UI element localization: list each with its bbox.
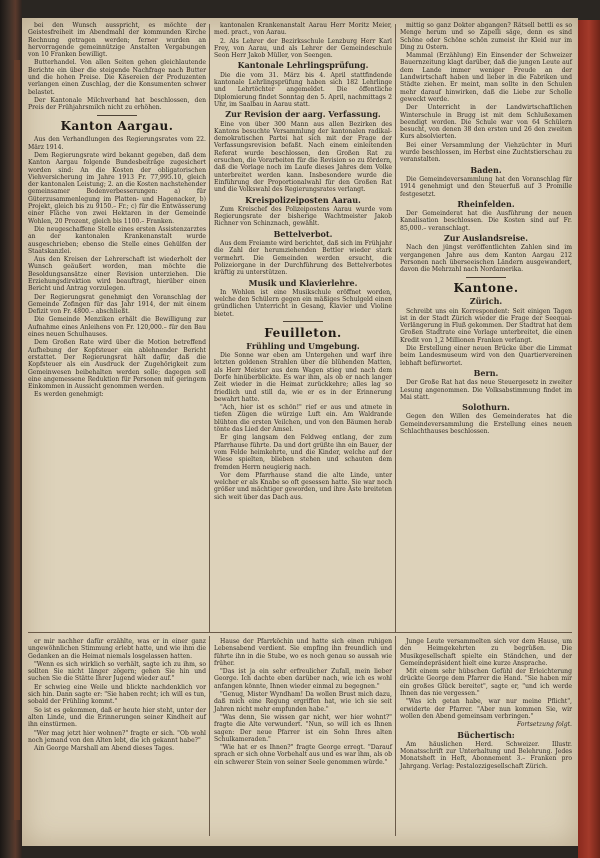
paragraph: Die Gemeindeversammlung hat den Voranschlag für 1914 genehmigt und den Steuerfuß auf 3 Promille festgesetzt. — [400, 175, 572, 198]
paragraph: Der Kantonale Milchverband hat beschlossen, den Preis der Frühjahrsmilch nicht zu erhöhen. — [28, 96, 206, 112]
section-heading: Kantone. — [453, 281, 519, 296]
paragraph: 2. Als Lehrer der Bezirksschule Lenzburg Herr Karl Frey, von Aarau, und als Lehrer der Gemeindeschule Seon Herr Jakob Müller, von Seengen. — [214, 37, 392, 60]
paragraph: Die Gemeinde Menziken erhält die Bewilligung zur Aufnahme eines Anleihens von Fr. 120,000.– für den Bau eines neuen Schulhauses. — [28, 316, 206, 339]
paragraph: mittig so ganz Dokter abgangen? Rätsell bettli es so Menge herum und so Zapelli säge, denn es sind Schöne oder Schöne schön zumeist ihr Kleid nur im Ding zu Ostern. — [400, 22, 572, 51]
feuilleton-heading: Feuilleton. — [264, 325, 342, 340]
paragraph: "Wer mag jetzt hier wohnen?" fragte er sich. "Ob wohl noch jemand von den Alten lebt, die ich gekannt habe?" — [28, 729, 206, 744]
column-right — [400, 22, 572, 436]
subheading: Zürich. — [469, 296, 503, 307]
story-title: Frühling und Umgebung. — [246, 340, 360, 351]
paragraph: "Wenn es sich wirklich so verhält, sagte ich zu ihm, so sollten Sie nicht länger zögern; gehen Sie hin und suchen Sie die Stätte Ihrer Jugend wieder auf." — [28, 660, 206, 683]
paragraph: Der Große Rat hat das neue Steuergesetz in zweiter Lesung angenommen. Die Volksabstimmung findet im Mai statt. — [400, 379, 572, 401]
paragraph: Am häuslichen Herd. Schweizer. Illustr. Monatsschrift zur Unterhaltung und Belehrung. Jedes Monatsheft in Heft, Abonnement 3.– Franken pro Jahrgang. Verlag: Pestalozzigesellschaft Zürich. — [400, 740, 572, 770]
feuilleton-continuation-middle — [214, 638, 392, 767]
paragraph: Die die vom 31. März bis 4. April stattfindende kantonale Lehrlingsprüfung haben sich 182 Lehrlinge und Lehrtöchter angemeldet. Die öffentliche Diplomierung findet Sonntag den 5. April, nachmittags 2 Uhr, im Saalbau in Aarau statt. — [214, 71, 392, 108]
paragraph: "Was ich getan habe, war nur meine Pflicht", erwiderte der Pfarrer. "Aber nun kommen Sie, wir wollen den Abend gemeinsam verbringen." — [400, 698, 572, 720]
subheading: Bern. — [473, 367, 499, 378]
subheading: Zur Auslandsreise. — [443, 233, 529, 244]
divider — [97, 115, 137, 116]
paragraph: So ist es gekommen, daß er heute hier steht, unter der alten Linde, und die Erinnerungen seiner Kindheit auf ihn einstürmen. — [28, 706, 206, 729]
paragraph: Mit einem sehr hübschen Gefühl der Erleichterung drückte George dem Pfarrer die Hand. "Sie haben mir ein großes Glück bereitet", sagte er, "und ich werde Ihnen das nie vergessen." — [400, 668, 572, 698]
paragraph: Die Sonne war eben am Untergehen und warf ihre letzten goldenen Strahlen über die blühenden Matten, als Herr Meister aus dem Wagen stieg und nach dem Dorfe hinüberblickte. Es war ihm, als ob er nach langer Zeit wieder in die Heimat zurückkehre; alles lag so friedlich und still da, wie er es in der Erinnerung bewahrt hatte. — [214, 352, 392, 403]
paragraph: Nach den jüngst veröffentlichten Zahlen sind im vergangenen Jahre aus dem Kanton Aargau 212 Personen nach überseeischen Ländern ausgewandert, davon die Mehrzahl nach Nordamerika. — [400, 244, 572, 274]
paragraph: Mammal (Erzählung) Ein Einsender der Schweizer Bauernzeitung klagt darüber, daß die jungen Leute auf dem Lande immer weniger Freude an der Landwirtschaft haben und lieber in die Fabriken und Städte ziehen. Er meint, man sollte in den Schulen mehr darauf hinwirken, daß die Liebe zur Scholle geweckt werde. — [400, 52, 572, 103]
paragraph: Die neugeschaffene Stelle eines ersten Assistenzarztes an der kantonalen Krankenanstalt wurde ausgeschrieben; ebenso die Stelle eines Gehülfen der Staatskanzlei. — [28, 225, 206, 255]
newspaper-page — [22, 18, 578, 846]
paragraph: Dem Großen Rate wird über die Motion betreffend Aufhebung der Kopfsteuer ein ablehnender Bericht erstattet. Der Regierungsrat hält dafür, daß die Kopfsteuer als ein Ausdruck der Zugehörigkeit zum Gemeinwesen beibehalten werden solle; dagegen soll eine angemessene Reduktion für Personen mit geringem Einkommen in Aussicht genommen werden. — [28, 339, 206, 391]
book-binding — [0, 0, 22, 858]
paragraph: "Genug, Mister Wyndham! Da wollen Brust mich dazu, daß mich eine Regung ergriffen hat, wie ich sie seit Jahren nicht mehr empfunden habe." — [214, 691, 392, 713]
paragraph: Er schwieg eine Weile und blickte nachdenklich vor sich hin. Dann sagte er: "Sie haben recht; ich will es tun, sobald der Frühling kommt." — [28, 683, 206, 706]
subheading: Kantonale Lehrlingsprüfung. — [237, 60, 369, 71]
paragraph: Butterhandel. Von allen Seiten gehen gleichlautende Berichte ein über die steigende Nachfrage nach Butter und die hohen Preise. Die Käsereien der Produzenten verlangen einen Zuschlag, der die Konsumenten schwer belastet. — [28, 59, 206, 96]
paragraph: Junge Leute versammelten sich vor dem Hause, um den Heimgekehrten zu begrüßen. Die Musikgesellschaft spielte ein Ständchen, und der Gemeindepräsident hielt eine kurze Ansprache. — [400, 638, 572, 667]
subheading: Bettelverbot. — [273, 228, 333, 239]
column-rule — [395, 24, 396, 632]
section-heading: Kanton Aargau. — [60, 119, 174, 134]
paragraph: bei den Wunsch ausspricht, es möchte der Geistesfreiheit im Abendmahl der kommunden Kirche Rechnung getragen werden; ferner wurden an hervorragende gemeinnützige Anstalten Vergabungen von 10 Franken bewilligt. — [28, 22, 206, 59]
paragraph: Hause der Pfarrköchin und hatte sich einen ruhigen Lebensabend verdient. Sie empfing ihn freundlich und führte ihn in die Stube, wo es noch genau so aussah wie früher. — [214, 638, 392, 667]
paragraph: Aus dem Freiamte wird berichtet, daß sich im Frühjahr die Zahl der herumziehenden Bettler wieder stark vermehrt. Die Gemeinden werden ersucht, die Polizeiorgane in der Durchführung des Bettelverbotes kräftig zu unterstützen. — [214, 240, 392, 277]
paragraph: Der Regierungsrat genehmigt den Voranschlag der Gemeinde Zofingen für das Jahr 1914, der mit einem Defizit von Fr. 4800.– abschließt. — [28, 293, 206, 316]
paragraph: Vor dem Pfarrhause stand die alte Linde, unter welcher er als Knabe so oft gesessen hatte. Sie war noch größer und mächtiger geworden, und ihre Äste breiteten sich weit über das Dach aus. — [214, 471, 392, 501]
paragraph: kantonalen Krankenanstalt Aarau Herr Moritz Meier, med. pract., von Aarau. — [214, 22, 392, 37]
column-rule — [395, 636, 396, 836]
paragraph: "Wie hat er es Ihnen?" fragte George erregt. "Darauf sprach er sich ohne Vorbehalt aus und es war ihm, als ob ein schwerer Stein von seiner Seele genommen würde." — [214, 744, 392, 766]
paragraph: Eine von über 300 Mann aus allen Bezirken des Kantons besuchte Versammlung der kantonalen radikal-demokratischen Partei hat sich mit der Frage der Verfassungsrevision befaßt. Nach einem einleitenden Referat wurde beschlossen, den Großen Rat zu ersuchen, die Vorarbeiten für die Revision so zu fördern, daß die Vorlage noch im Laufe dieses Jahres dem Volke unterbreitet werden kann. Insbesondere wurde die Einführung der Proportionalwahl für den Großen Rat und die Volkswahl des Regierungsrates verlangt. — [214, 120, 392, 194]
paragraph: In Wohlen ist eine Musikschule eröffnet worden, welche den Schülern gegen ein mäßiges Schulgeld einen gründlichen Unterricht in Gesang, Klavier und Violine bietet. — [214, 288, 392, 318]
paragraph: Gegen den Willen des Gemeinderates hat die Gemeindeversammlung die Erstellung eines neuen Schlachthauses beschlossen. — [400, 413, 572, 436]
paragraph: er mir nachher dafür erzählte, was er in einer ganz ungewöhnlichen Stimmung erlebt hatte, und wie ihm die Gedanken an die Heimat niemals losgelassen hatten. — [28, 638, 206, 660]
paragraph: Der Gemeinderat hat die Ausführung der neuen Kanalisation beschlossen. Die Kosten sind auf Fr. 85,000.– veranschlagt. — [400, 210, 572, 232]
paragraph: "Was denn, Sie wissen gar nicht, wer hier wohnt?" fragte die Alte verwundert. "Nun, so will ich es Ihnen sagen: Der neue Pfarrer ist ein Sohn Ihres alten Schulkameraden." — [214, 713, 392, 743]
subheading: Baden. — [470, 164, 502, 175]
column-left — [28, 22, 206, 400]
column-middle — [214, 22, 392, 502]
paragraph: "Ach, hier ist es schön!" rief er aus und atmete in tiefen Zügen die würzige Luft ein. Am Waldrande blühten die ersten Veilchen, und von den Bäumen herab tönte das Lied der Amsel. — [214, 404, 392, 434]
subheading: Aus den Verhandlungen des Regierungsrates vom 22. März 1914. — [28, 136, 206, 151]
paragraph: Die Erstellung einer neuen Brücke über die Limmat beim Landesmuseum wird von den Quartiervereinen lebhaft befürwortet. — [400, 345, 572, 367]
paragraph: Der Unterricht in der Landwirtschaftlichen Winterschule in Brugg ist mit dem Schlußexamen beendigt worden. Die Schule war von 64 Schülern besucht, von denen 38 den ersten und 26 den zweiten Kurs absolvierten. — [400, 104, 572, 141]
divider — [283, 321, 323, 322]
subheading: Rheinfelden. — [457, 198, 515, 209]
subheading: Zur Revision der aarg. Verfassung. — [225, 109, 381, 120]
paragraph: Schreibt uns ein Korrespondent: Seit einigen Tagen ist in der Stadt Zürich wieder die Frage der Seequai-Verlängerung in Fluß gekommen. Der Stadtrat hat dem Großen Stadtrate eine Vorlage unterbreitet, die einen Kredit von 1,2 Millionen Franken verlangt. — [400, 307, 572, 344]
paragraph: Aus den Kreisen der Lehrerschaft ist wiederholt der Wunsch geäußert worden, man möchte die Besoldungsansätze einer Revision unterziehen. Die Erziehungsdirektion wird beauftragt, hierüber einen Bericht und Antrag vorzulegen. — [28, 256, 206, 293]
paragraph: Dem Regierungsrate wird bekannt gegeben, daß dem Kanton Aargau folgende Bundesbeiträge zugesichert worden sind: An die Kosten der obligatorischen Viehversicherung im Jahre 1913 Fr. 77,995.10, gleich der kantonalen Leistung; 2. an die Kosten nachstehender gemeinsamer Bodenverbesserungen: a) für Güterzusammenlegung im Platten- und Hagenacker, b) Projekt, gleich bis zu 9150.– Fr.; c) für die Entwässerung einer Fläche von zwei Hektaren in der Gemeinde Wohlen, 20 Prozent, gleich bis 1100.– Franken. — [28, 151, 206, 225]
paragraph: "Das ist ja ein sehr erfreulicher Zufall, mein lieber George. Ich dachte eben darüber nach, wie ich es wohl anfangen könnte, Ihnen wieder einmal zu begegnen." — [214, 668, 392, 690]
paragraph: Zum Kreischef des Polizeipostens Aarau wurde vom Regierungsrate der bisherige Wachtmeister Jakob Richner von Schinznach, gewählt. — [214, 205, 392, 228]
paragraph: Ain George Marshall am Abend dieses Tages. — [34, 745, 175, 753]
subheading: Büchertisch: — [457, 729, 515, 740]
column-rule — [209, 24, 210, 632]
paragraph: Bei einer Versammlung der Viehzüchter in Muri wurde beschlossen, im Herbst eine Zuchtstierschau zu veranstalten. — [400, 141, 572, 164]
continuation-note: Fortsetzung folgt. — [516, 721, 572, 729]
feuilleton-continuation-right — [400, 638, 572, 771]
feuilleton-continuation-left — [28, 638, 206, 753]
subheading: Kreispolizeiposten Aarau. — [245, 194, 361, 205]
section-rule — [28, 632, 572, 633]
page-edge — [578, 20, 600, 858]
divider — [466, 277, 506, 278]
column-rule — [209, 636, 210, 836]
subheading: Solothurn. — [462, 402, 510, 413]
subheading: Musik und Klavierlehre. — [248, 277, 358, 288]
paragraph: Er ging langsam den Feldweg entlang, der zum Pfarrhause führte. Da und dort grüßte ihn ein Bauer, der vom Felde heimkehrte, und die Kinder, welche auf der Wiese spielten, blieben stehen und schauten dem fremden Herrn neugierig nach. — [214, 434, 392, 471]
paragraph: Es werden genehmigt: — [34, 391, 104, 399]
